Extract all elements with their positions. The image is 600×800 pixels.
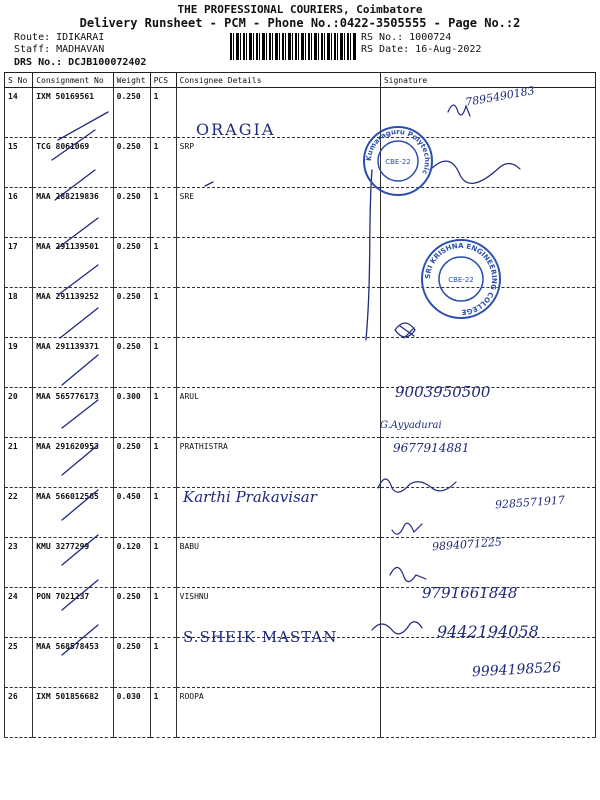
stamp-ring-text: SRI KRISHNA ENGINEERING COLLEGE xyxy=(423,241,499,317)
cell-pcs: 1 xyxy=(150,188,176,238)
stamp-center-text: CBE-22 xyxy=(448,276,474,284)
cell-weight: 0.120 xyxy=(113,538,150,588)
cell-sno: 20 xyxy=(5,388,33,438)
tick-mark xyxy=(62,445,98,475)
cell-weight: 0.250 xyxy=(113,338,150,388)
route-label: Route: IDIKARAI xyxy=(14,32,105,43)
cell-pcs: 1 xyxy=(150,88,176,138)
handwritten-phone: 9285571917 xyxy=(494,493,566,512)
cell-consignment: MAA 566012565 xyxy=(33,488,113,538)
col-header-consignment: Consignment No xyxy=(33,73,113,88)
cell-consignee: SRP xyxy=(176,138,380,188)
cell-sno: 25 xyxy=(5,638,33,688)
cell-sno: 24 xyxy=(5,588,33,638)
college-stamp xyxy=(362,125,434,197)
tick-mark xyxy=(62,490,98,520)
cell-pcs: 1 xyxy=(150,488,176,538)
cell-weight: 0.250 xyxy=(113,188,150,238)
cell-consignment: IXM 501856682 xyxy=(33,688,113,738)
col-header-signature: Signature xyxy=(380,73,595,88)
cell-consignment: MAA 291139371 xyxy=(33,338,113,388)
cell-sno: 17 xyxy=(5,238,33,288)
cell-sno: 16 xyxy=(5,188,33,238)
signature-scribble xyxy=(392,523,422,534)
cell-sno: 15 xyxy=(5,138,33,188)
cell-pcs: 1 xyxy=(150,588,176,638)
tick-mark xyxy=(55,170,95,200)
stamp-ring-text: Kumaraguru Polytechnic xyxy=(364,127,432,176)
cell-sno: 22 xyxy=(5,488,33,538)
handwritten-name: ORAGIA xyxy=(196,120,276,139)
cell-consignment: MAA 565776173 xyxy=(33,388,113,438)
cell-consignee: ARUL xyxy=(176,388,380,438)
cell-weight: 0.250 xyxy=(113,588,150,638)
rs-number: RS No.: 1000724 xyxy=(361,32,452,43)
tick-mark xyxy=(62,625,98,655)
rs-date: RS Date: 16-Aug-2022 xyxy=(361,44,482,55)
handwritten-phone: 9791661848 xyxy=(422,584,518,602)
cell-consignment: KMU 3277299 xyxy=(33,538,113,588)
col-header-pcs: PCS xyxy=(150,73,176,88)
cell-consignee: SRE xyxy=(176,188,380,238)
cell-pcs: 1 xyxy=(150,538,176,588)
cell-sno: 26 xyxy=(5,688,33,738)
handwritten-phone: 9442194058 xyxy=(437,622,539,641)
signature-scribble xyxy=(430,161,520,183)
col-header-weight: Weight xyxy=(113,73,150,88)
tick-mark xyxy=(62,355,98,385)
cell-weight: 0.030 xyxy=(113,688,150,738)
handwritten-phone: 7895490183 xyxy=(464,84,536,109)
cell-pcs: 1 xyxy=(150,688,176,738)
col-header-sno: S No xyxy=(5,73,33,88)
handwritten-name: G.Ayyadurai xyxy=(380,420,442,431)
tick-mark xyxy=(62,535,98,565)
cell-consignment: MAA 291620953 xyxy=(33,438,113,488)
cell-sno: 18 xyxy=(5,288,33,338)
cell-weight: 0.250 xyxy=(113,138,150,188)
tick-mark xyxy=(58,265,98,295)
cell-weight: 0.250 xyxy=(113,88,150,138)
cell-consignment: MAA 288219836 xyxy=(33,188,113,238)
cell-sno: 14 xyxy=(5,88,33,138)
tick-mark xyxy=(52,130,95,160)
cell-weight: 0.300 xyxy=(113,388,150,438)
cell-weight: 0.250 xyxy=(113,438,150,488)
cell-pcs: 1 xyxy=(150,388,176,438)
cell-pcs: 1 xyxy=(150,638,176,688)
cell-pcs: 1 xyxy=(150,138,176,188)
handwritten-phone: 9894071225 xyxy=(431,535,503,554)
cell-weight: 0.250 xyxy=(113,238,150,288)
handwritten-phone: 9003950500 xyxy=(395,383,491,401)
handwritten-phone: 9677914881 xyxy=(393,441,470,455)
cell-consignee: VISHNU xyxy=(176,588,380,638)
stamp-center-text: CBE-22 xyxy=(385,158,411,166)
cell-pcs: 1 xyxy=(150,238,176,288)
tick-mark xyxy=(62,580,98,610)
handwritten-name: S.SHEIK MASTAN xyxy=(183,628,338,646)
tick-mark xyxy=(58,218,98,248)
cell-sno: 19 xyxy=(5,338,33,388)
signature-scribble xyxy=(372,622,422,634)
cell-pcs: 1 xyxy=(150,338,176,388)
cell-consignment: MAA 568578453 xyxy=(33,638,113,688)
cell-consignment: IXM 50169561 xyxy=(33,88,113,138)
staff-label: Staff: MADHAVAN xyxy=(14,44,105,55)
cell-pcs: 1 xyxy=(150,288,176,338)
runsheet-subtitle: Delivery Runsheet - PCM - Phone No.:0422-3505555 - Page No.:2 xyxy=(79,16,521,30)
cell-consignment: MAA 291139252 xyxy=(33,288,113,338)
cell-consignment: MAA 291139501 xyxy=(33,238,113,288)
cell-pcs: 1 xyxy=(150,438,176,488)
cell-consignee: BABU xyxy=(176,538,380,588)
tick-mark xyxy=(62,400,98,428)
company-title: THE PROFESSIONAL COURIERS, Coimbatore xyxy=(177,3,423,16)
cell-weight: 0.250 xyxy=(113,638,150,688)
drs-number: DRS No.: DCJB100072402 xyxy=(14,57,147,68)
tick-mark xyxy=(205,182,213,186)
cell-consignee: PRATHISTRA xyxy=(176,438,380,488)
cell-consignment: PON 7021237 xyxy=(33,588,113,638)
cell-consignee: ROOPA xyxy=(176,688,380,738)
signature-scribble xyxy=(390,567,426,581)
cell-sno: 21 xyxy=(5,438,33,488)
signature-scribble xyxy=(395,323,415,338)
cell-sno: 23 xyxy=(5,538,33,588)
cell-consignment: TCG 8061069 xyxy=(33,138,113,188)
handwritten-name: Karthi Prakavisar xyxy=(183,488,317,506)
handwritten-phone: 9994198526 xyxy=(471,659,562,681)
cell-weight: 0.250 xyxy=(113,288,150,338)
tick-mark xyxy=(60,308,98,338)
cell-weight: 0.450 xyxy=(113,488,150,538)
col-header-consignee: Consignee Details xyxy=(176,73,380,88)
signature-scribble xyxy=(378,479,456,492)
tick-mark xyxy=(58,112,108,140)
college-stamp xyxy=(420,238,502,320)
